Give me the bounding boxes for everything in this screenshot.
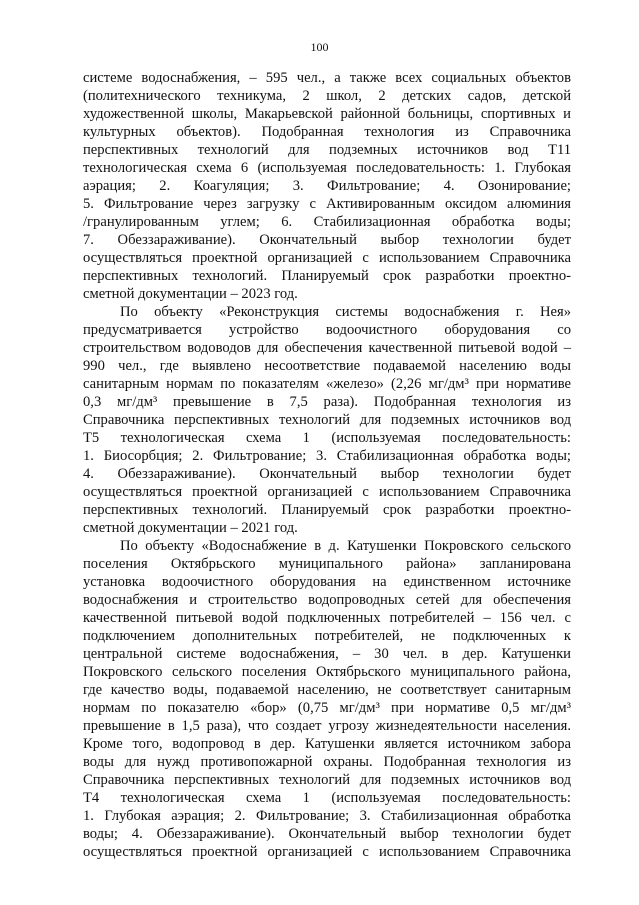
page-number: 100 <box>310 40 329 54</box>
text-line: санитарным нормам по показателям «железо» (2,26 мг/дм³ при нормативе <box>83 376 571 392</box>
text-line: нормам по показателю «бор» (0,75 мг/дм³ при нормативе 0,5 мг/дм³ <box>83 700 571 716</box>
text-line: центральной системе водоснабжения, – 30 чел. в дер. Катушенки <box>83 646 571 662</box>
text-line: превышение в 1,5 раза), что создает угрозу жизнедеятельности населения. <box>83 718 571 734</box>
text-line: где качество воды, подаваемой населению, не соответствует санитарным <box>83 682 571 698</box>
text-line: перспективных технологий для подземных источников вод Т11 <box>83 142 571 158</box>
text-line: Кроме того, водопровод в дер. Катушенки является источником забора <box>83 736 571 752</box>
text-line: воды для нужд противопожарной охраны. Подобранная технология из <box>83 754 571 770</box>
text-line: осуществляться проектной организацией с использованием Справочника <box>83 844 571 860</box>
text-line: /гранулированным углем; 6. Стабилизационная обработка воды; <box>83 214 571 230</box>
text-line: 7. Обеззараживание). Окончательный выбор технологии будет <box>83 232 571 248</box>
text-line: осуществляться проектной организацией с использованием Справочника <box>83 484 571 500</box>
text-line: Покровского сельского поселения Октябрьского муниципального района, <box>83 664 571 680</box>
text-line: установка водоочистного оборудования на единственном источнике <box>83 574 571 590</box>
text-line: подключением дополнительных потребителей, не подключенных к <box>83 628 571 644</box>
text-line: 0,3 мг/дм³ превышение в 7,5 раза). Подобранная технология из <box>83 394 571 410</box>
text-line: воды; 4. Обеззараживание). Окончательный выбор технологии будет <box>83 826 571 842</box>
text-line: 1. Биосорбция; 2. Фильтрование; 3. Стабилизационная обработка воды; <box>83 448 571 464</box>
text-line: водоснабжения и строительство водопроводных сетей для обеспечения <box>83 592 571 608</box>
text-line: художественной школы, Макарьевской районной больницы, спортивных и <box>83 106 571 122</box>
text-line: По объекту «Реконструкция системы водоснабжения г. Нея» <box>120 304 571 320</box>
text-line: 990 чел., где выявлено несоответствие подаваемой населению воды <box>83 358 571 374</box>
text-line: культурных объектов). Подобранная технология из Справочника <box>83 124 571 140</box>
text-line: 1. Глубокая аэрация; 2. Фильтрование; 3. Стабилизационная обработка <box>83 808 571 824</box>
text-line: Т4 технологическая схема 1 (используемая последовательность: <box>83 790 571 806</box>
text-line: По объекту «Водоснабжение в д. Катушенки Покровского сельского <box>120 538 571 554</box>
text-line: 5. Фильтрование через загрузку с Активированным оксидом алюминия <box>83 196 571 212</box>
text-line: сметной документации – 2023 год. <box>83 286 298 302</box>
text-line: Т5 технологическая схема 1 (используемая последовательность: <box>83 430 571 446</box>
text-line: перспективных технологий. Планируемый срок разработки проектно- <box>83 268 571 284</box>
text-line: качественной питьевой водой подключенных потребителей – 156 чел. с <box>83 610 571 626</box>
text-line: строительством водоводов для обеспечения качественной питьевой водой – <box>83 340 571 356</box>
text-line: технологическая схема 6 (используемая последовательность: 1. Глубокая <box>83 160 571 176</box>
text-line: Справочника перспективных технологий для подземных источников вод <box>83 412 571 428</box>
text-line: сметной документации – 2021 год. <box>83 520 298 536</box>
text-line: Справочника перспективных технологий для подземных источников вод <box>83 772 571 788</box>
text-line: (политехнического техникума, 2 школ, 2 детских садов, детской <box>83 88 571 104</box>
text-line: поселения Октябрьского муниципального района» запланирована <box>83 556 571 572</box>
text-line: осуществляться проектной организацией с использованием Справочника <box>83 250 571 266</box>
text-line: предусматривается устройство водоочистного оборудования со <box>83 322 571 338</box>
text-line: перспективных технологий. Планируемый срок разработки проектно- <box>83 502 571 518</box>
text-line: системе водоснабжения, – 595 чел., а также всех социальных объектов <box>83 70 571 86</box>
text-line: 4. Обеззараживание). Окончательный выбор технологии будет <box>83 466 571 482</box>
text-line: аэрация; 2. Коагуляция; 3. Фильтрование; 4. Озонирование; <box>83 178 571 194</box>
